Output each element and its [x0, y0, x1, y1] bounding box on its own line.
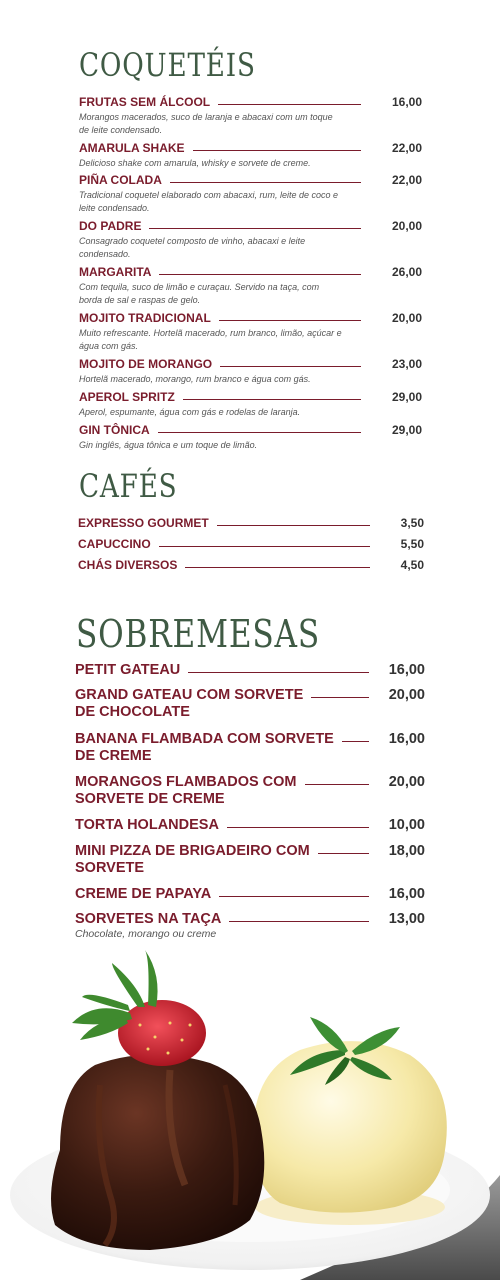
item-price: 20,00 [388, 687, 425, 703]
item-price: 23,00 [391, 357, 422, 371]
menu-item [79, 357, 422, 386]
menu-item [75, 731, 425, 765]
menu-item [75, 911, 425, 941]
item-name: BANANA FLAMBADA COM SORVETE [75, 731, 334, 747]
item-name-continued: DE CREME [75, 748, 152, 764]
item-description: Tradicional coquetel elaborado com abacaxi, rum, leite de coco e leite condensado. [79, 190, 338, 213]
leader-line [158, 432, 361, 433]
item-name: GRAND GATEAU COM SORVETE [75, 687, 304, 703]
item-description: Morangos macerados, suco de laranja e abacaxi com um toque de leite condensado. [79, 112, 333, 135]
item-description: Com tequila, suco de limão e curaçau. Servido na taça, com borda de sal e raspas de gelo. [79, 282, 320, 305]
item-name: SORVETES NA TAÇA [75, 911, 222, 927]
leader-line [305, 784, 369, 785]
item-name: AMARULA SHAKE [79, 141, 185, 155]
section-title-cafes: CAFÉS [79, 467, 178, 505]
leader-line [188, 672, 369, 673]
menu-item [78, 516, 424, 530]
leader-line [342, 741, 369, 742]
menu-item [79, 95, 422, 137]
menu-item [75, 886, 425, 902]
item-description: Muito refrescante. Hortelã macerado, rum branco, limão, açúcar e água com gás. [79, 328, 342, 351]
item-price: 10,00 [388, 817, 425, 833]
item-price: 18,00 [388, 843, 425, 859]
item-name: PETIT GATEAU [75, 662, 181, 678]
item-name: MOJITO TRADICIONAL [79, 311, 211, 325]
leader-line [159, 546, 370, 547]
item-description: Delicioso shake com amarula, whisky e sorvete de creme. [79, 158, 311, 168]
item-price: 26,00 [391, 265, 422, 279]
menu-item [75, 687, 425, 721]
item-price: 22,00 [391, 141, 422, 155]
petit-gateau [51, 1054, 264, 1250]
item-name: APEROL SPRITZ [79, 390, 175, 404]
leader-line [159, 274, 361, 275]
item-name: CREME DE PAPAYA [75, 886, 212, 902]
item-name-continued: SORVETE DE CREME [75, 791, 225, 807]
item-name: MORANGOS FLAMBADOS COM [75, 774, 297, 790]
leader-line [185, 567, 370, 568]
item-name: CAPUCCINO [78, 537, 151, 551]
item-price: 16,00 [388, 662, 425, 678]
item-name: EXPRESSO GOURMET [78, 516, 209, 530]
item-name: MOJITO DE MORANGO [79, 357, 213, 371]
menu-item [78, 558, 424, 572]
item-name: GIN TÔNICA [79, 423, 150, 437]
item-price: 20,00 [391, 219, 422, 233]
item-price: 29,00 [391, 390, 422, 404]
item-description: Gin inglês, água tônica e um toque de limão. [79, 440, 258, 450]
item-price: 3,50 [400, 516, 424, 530]
leader-line [318, 853, 369, 854]
item-price: 4,50 [400, 558, 424, 572]
menu-item [75, 774, 425, 808]
menu-item [79, 173, 422, 215]
leader-line [170, 182, 361, 183]
menu-item [79, 423, 422, 452]
item-description: Hortelã macerado, morango, rum branco e água com gás. [79, 374, 311, 384]
item-price: 20,00 [388, 774, 425, 790]
menu-item [78, 537, 424, 551]
menu-item [75, 662, 425, 678]
item-price: 13,00 [388, 911, 425, 927]
item-description: Aperol, espumante, água com gás e rodelas de laranja. [79, 407, 301, 417]
leader-line [218, 104, 361, 105]
item-price: 29,00 [391, 423, 422, 437]
item-name: TORTA HOLANDESA [75, 817, 219, 833]
item-name-continued: DE CHOCOLATE [75, 704, 190, 720]
item-price: 22,00 [391, 173, 422, 187]
leader-line [229, 921, 369, 922]
leader-line [219, 896, 369, 897]
item-price: 16,00 [391, 95, 422, 109]
item-name: MARGARITA [79, 265, 152, 279]
leader-line [193, 150, 361, 151]
menu-item [79, 311, 422, 353]
item-description: Chocolate, morango ou creme [75, 928, 217, 940]
leader-line [149, 228, 361, 229]
item-price: 20,00 [391, 311, 422, 325]
petit-gateau-with-ice-cream-photo [0, 945, 500, 1280]
leader-line [220, 366, 361, 367]
item-name: DO PADRE [79, 219, 142, 233]
item-name: PIÑA COLADA [79, 173, 162, 187]
menu-item [79, 141, 422, 170]
item-name: FRUTAS SEM ÁLCOOL [79, 95, 211, 109]
menu-item [75, 817, 425, 833]
item-price: 16,00 [388, 886, 425, 902]
leader-line [183, 399, 361, 400]
item-name-continued: SORVETE [75, 860, 145, 876]
item-name: MINI PIZZA DE BRIGADEIRO COM [75, 843, 310, 859]
section-title-coqueteis: COQUETÉIS [79, 46, 256, 84]
strawberry [118, 1000, 206, 1066]
leader-line [311, 697, 369, 698]
menu-item [79, 390, 422, 419]
menu-item [79, 265, 422, 307]
ice-cream-scoop [253, 1041, 446, 1213]
menu-item [75, 843, 425, 877]
leader-line [219, 320, 361, 321]
leader-line [227, 827, 369, 828]
item-description: Consagrado coquetel composto de vinho, abacaxi e leite condensado. [79, 236, 306, 259]
leader-line [217, 525, 370, 526]
item-name: CHÁS DIVERSOS [78, 558, 178, 572]
section-title-sobremesas: SOBREMESAS [76, 612, 321, 656]
item-price: 16,00 [388, 731, 425, 747]
menu-item [79, 219, 422, 261]
item-price: 5,50 [400, 537, 424, 551]
